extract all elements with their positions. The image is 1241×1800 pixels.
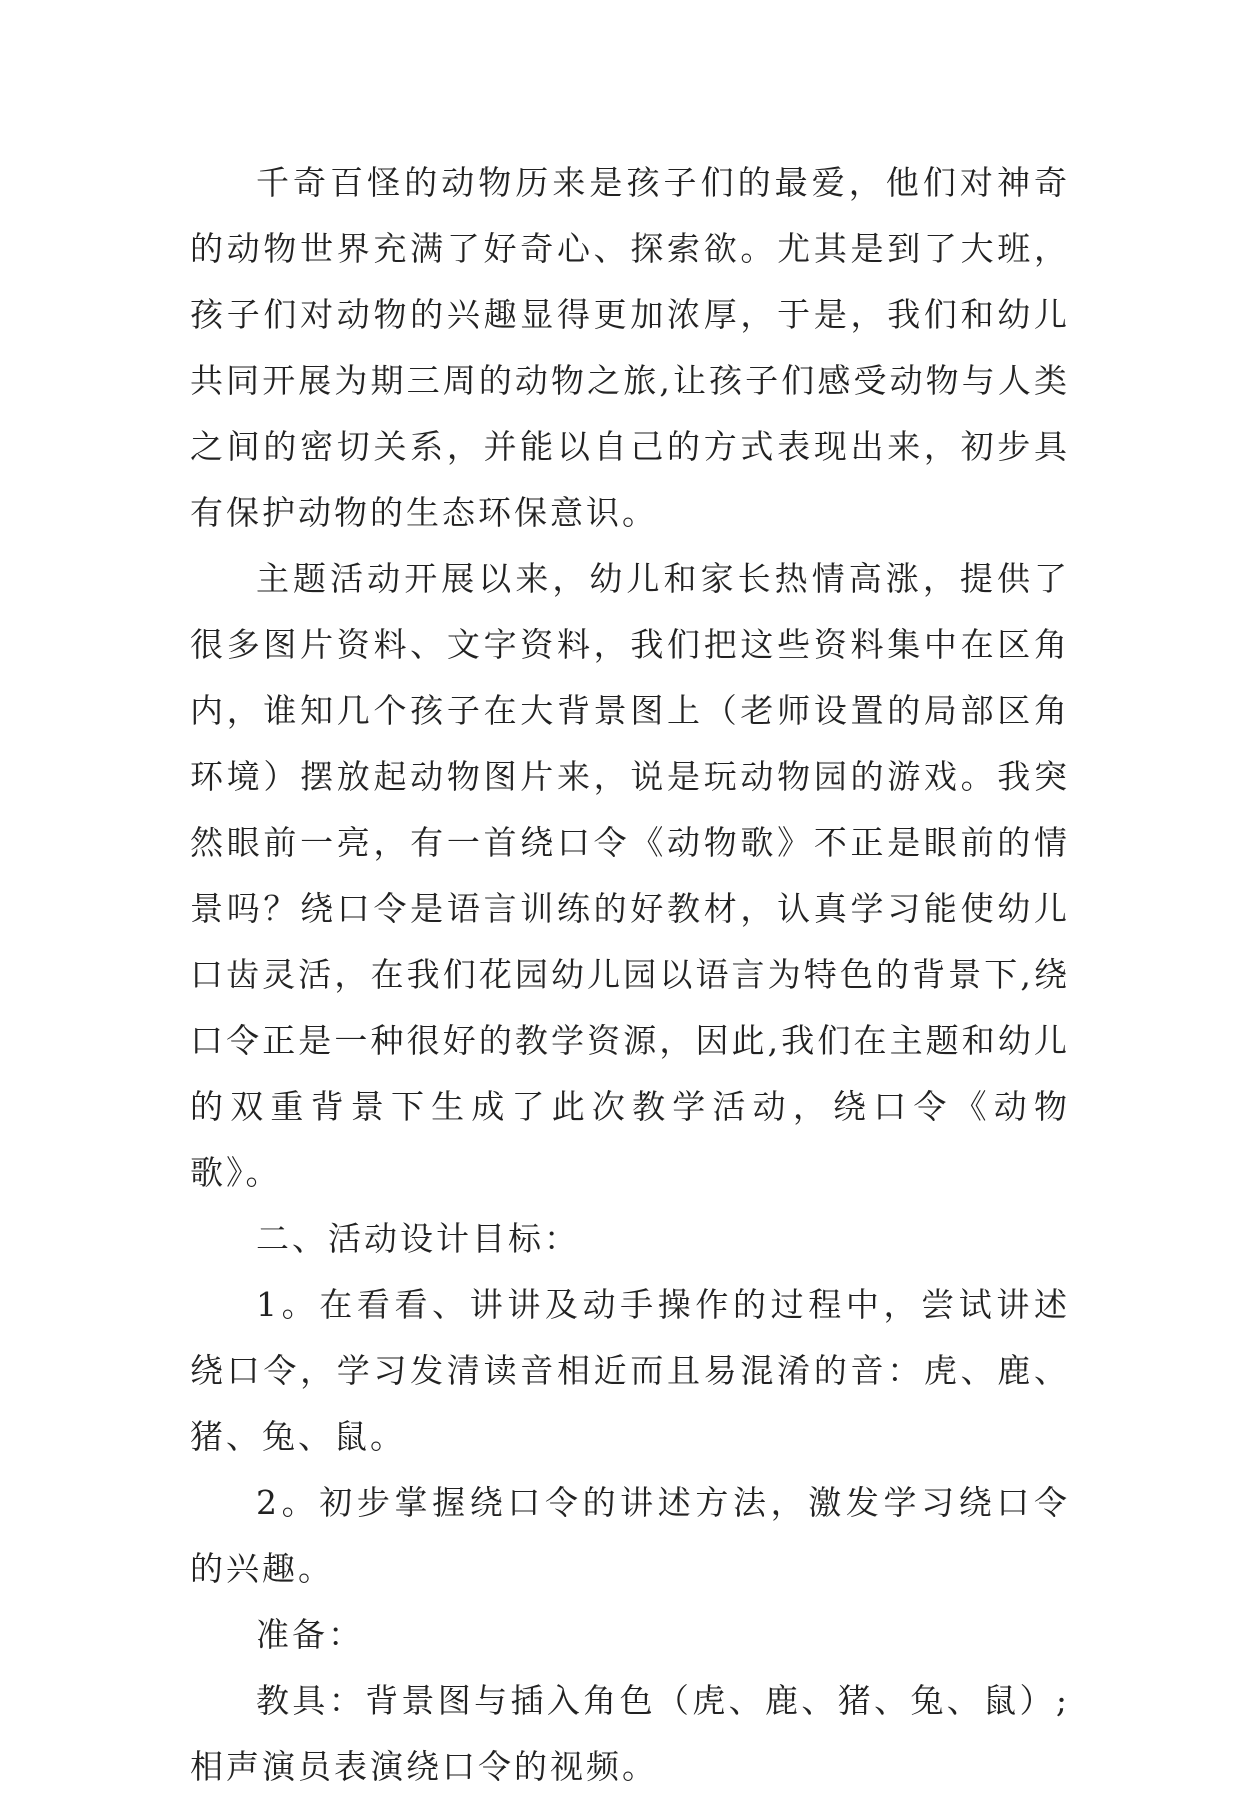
- preparation-teaching-aids: 教具：背景图与插入角色（虎、鹿、猪、兔、鼠）;相声演员表演绕口令的视频。: [190, 1681, 1070, 1786]
- section-heading-goals: 二、活动设计目标：: [256, 1219, 580, 1258]
- paragraph-intro: 千奇百怪的动物历来是孩子们的最爱，他们对神奇的动物世界充满了好奇心、探索欲。尤其是到了大班，孩子们对动物的兴趣显得更加浓厚，于是，我们和幼儿共同开展为期三周的动物之旅,让孩子们感受动物与人类之间的密切关系，并能以自己的方式表现出来，初步具有保护动物的生态环保意识。: [190, 163, 1070, 532]
- paragraph-background: 主题活动开展以来，幼儿和家长热情高涨，提供了很多图片资料、文字资料，我们把这些资料集中在区角内，谁知几个孩子在大背景图上（老师设置的局部区角环境）摆放起动物图片来，说是玩动物园的游戏。我突然眼前一亮，有一首绕口令《动物歌》不正是眼前的情景吗？绕口令是语言训练的好教材，认真学习能使幼儿口齿灵活，在我们花园幼儿园以语言为特色的背景下,绕口令正是一种很好的教学资源，因此,我们在主题和幼儿的双重背景下生成了此次教学活动，绕口令《动物歌》。: [190, 559, 1070, 1192]
- goal-item-1: 1。在看看、讲讲及动手操作的过程中，尝试讲述绕口令，学习发清读音相近而且易混淆的音：虎、鹿、猪、兔、鼠。: [190, 1285, 1070, 1456]
- section-heading-preparation: 准备：: [256, 1615, 364, 1654]
- goal-item-2: 2。初步掌握绕口令的讲述方法，激发学习绕口令的兴趣。: [190, 1483, 1070, 1588]
- document-body: [190, 150, 1070, 1800]
